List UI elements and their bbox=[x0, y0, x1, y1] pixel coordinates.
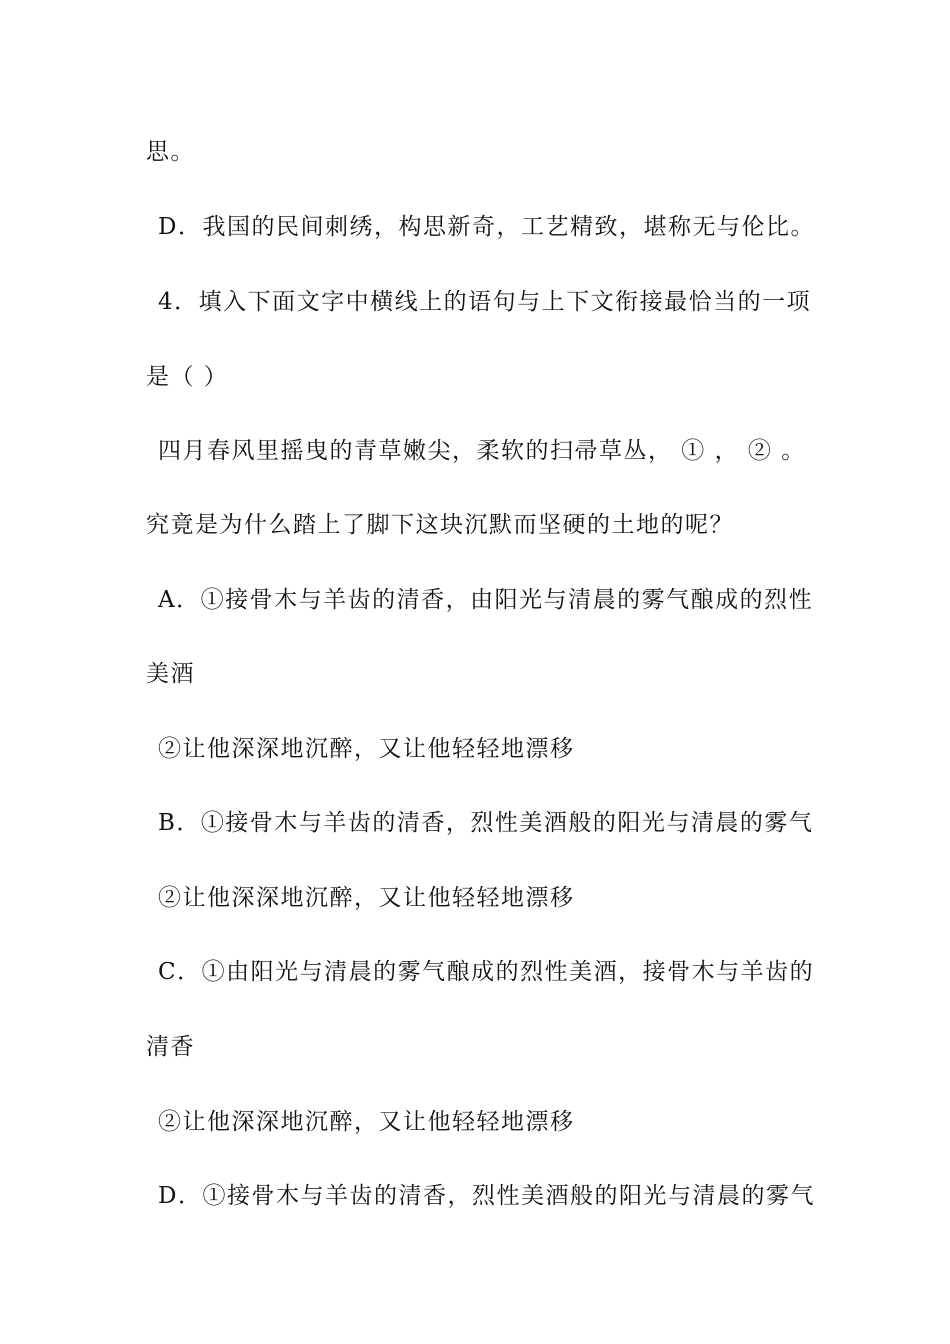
option-b-part-1: B．①接骨木与羊齿的清香，烈性美酒般的阳光与清晨的雾气 bbox=[158, 810, 814, 836]
option-c-part-2: ②让他深深地沉醉，又让他轻轻地漂移 bbox=[158, 1109, 575, 1135]
text-line: 思。 bbox=[146, 139, 195, 165]
passage-text: 四月春风里摇曳的青草嫩尖，柔软的扫帚草丛， ① ， ② 。 bbox=[158, 438, 806, 464]
question-4-stem: 4．填入下面文字中横线上的语句与上下文衔接最恰当的一项 bbox=[158, 289, 812, 315]
option-a-part-2: ②让他深深地沉醉，又让他轻轻地漂移 bbox=[158, 736, 575, 762]
option-a-part-1: A．①接骨木与羊齿的清香，由阳光与清晨的雾气酿成的烈性 bbox=[158, 587, 814, 613]
option-c-part-1-continued: 清香 bbox=[146, 1034, 195, 1060]
option-b-part-2: ②让他深深地沉醉，又让他轻轻地漂移 bbox=[158, 885, 575, 911]
option-d-previous: D．我国的民间刺绣，构思新奇，工艺精致，堪称无与伦比。 bbox=[158, 214, 815, 240]
option-d-part-1: D．①接骨木与羊齿的清香，烈性美酒般的阳光与清晨的雾气 bbox=[158, 1183, 815, 1209]
option-a-part-1-continued: 美酒 bbox=[146, 661, 195, 687]
option-c-part-1: C．①由阳光与清晨的雾气酿成的烈性美酒，接骨木与羊齿的 bbox=[158, 959, 815, 985]
passage-text-continued: 究竟是为什么踏上了脚下这块沉默而坚硬的土地的呢？ bbox=[146, 512, 734, 538]
question-4-stem-continued: 是（ ） bbox=[146, 364, 229, 390]
